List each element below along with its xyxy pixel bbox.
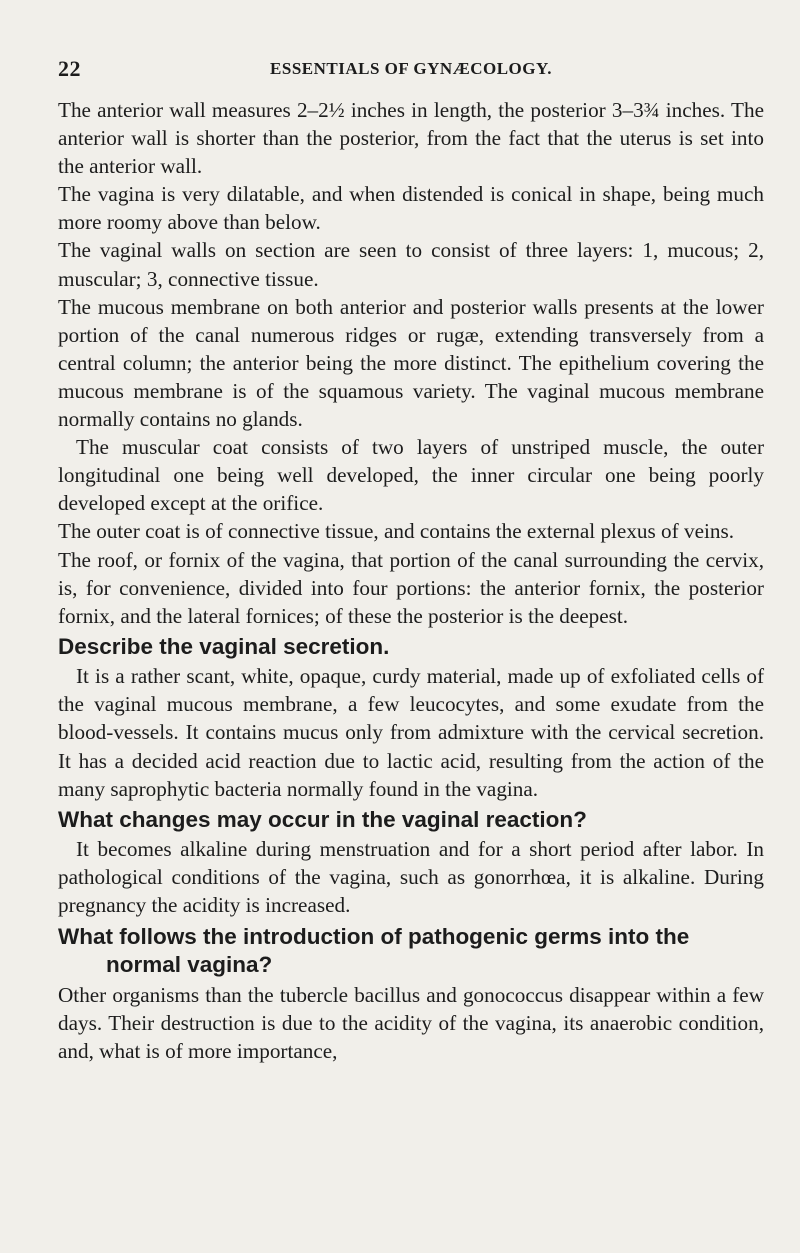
question-heading: What follows the introduction of pathogenic germs into the normal vagina? [58, 923, 690, 978]
paragraph: The anterior wall measures 2–2½ inches in length, the posterior 3–3¾ inches. The anterior wall is shorter than the posterior, from the fact that the uterus is set into the anterior wall. [58, 98, 764, 179]
paragraph: The outer coat is of connective tissue, and contains the external plexus of veins. [58, 519, 735, 544]
body-text [58, 96, 764, 1065]
paragraph: The vaginal walls on section are seen to consist of three layers: 1, mucous; 2, muscular; 3, connective tissue. [58, 238, 764, 291]
paragraph: The muscular coat consists of two layers of unstriped muscle, the outer longitudinal one being well developed, the inner circular one being poorly developed except at the orifice. [58, 435, 764, 516]
paragraph: The mucous membrane on both anterior and posterior walls presents at the lower portion of the canal numerous ridges or rugæ, extending transversely from a central column; the anterior being the more distinct. The epithelium covering the mucous membrane is of the squamous variety. The vaginal mucous membrane normally contains no glands. [58, 294, 764, 432]
paragraph: The roof, or fornix of the vagina, that portion of the canal surrounding the cervix, is, for convenience, divided into four portions: the anterior fornix, the posterior fornix, and the lateral fornices; of these the posterior is the deepest. [58, 547, 764, 628]
answer-paragraph: It is a rather scant, white, opaque, curdy material, made up of exfoliated cells of the vaginal mucous membrane, a few leucocytes, and some exudate from the blood-vessels. It contains mucus only from admixture with the cervical secretion. It has a decided acid reaction due to lactic acid, resulting from the action of the many saprophytic bacteria normally found in the vagina. [58, 664, 764, 801]
answer-paragraph: Other organisms than the tubercle bacillus and gonococcus disappear within a few days. Their destruction is due to the acidity of the vagina, its anaerobic condition, and, what is of more importance, [58, 982, 764, 1063]
answer-paragraph: It becomes alkaline during menstruation and for a short period after labor. In pathological conditions of the vagina, such as gonorrhœa, it is alkaline. During pregnancy the acidity is increased. [58, 837, 764, 918]
question-heading: Describe the vaginal secretion. [58, 633, 390, 659]
book-page [58, 56, 764, 1065]
paragraph: The vagina is very dilatable, and when distended is conical in shape, being much more roomy above than below. [58, 182, 764, 235]
page-number: 22 [58, 56, 81, 81]
running-head [58, 56, 764, 86]
question-heading: What changes may occur in the vaginal reaction? [58, 806, 587, 832]
running-title: ESSENTIALS OF GYNÆCOLOGY. [270, 59, 552, 78]
